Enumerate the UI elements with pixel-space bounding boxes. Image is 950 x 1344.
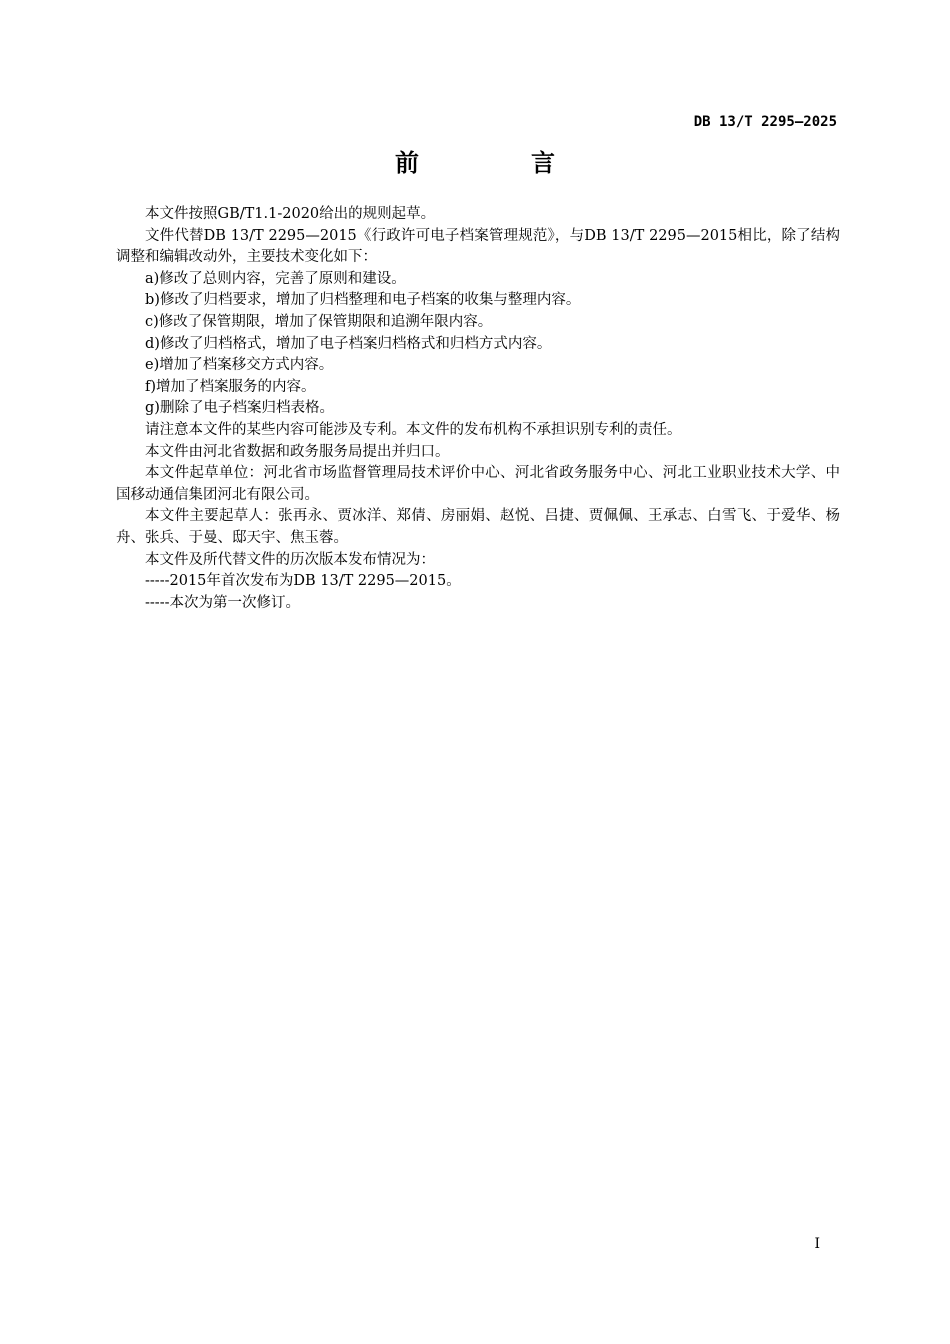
change-item-c: c)修改了保管期限，增加了保管期限和追溯年限内容。 xyxy=(145,313,493,330)
paragraph-replacement: 文件代替DB 13/T 2295—2015《行政许可电子档案管理规范》，与DB 13/T 2295—2015相比，除了结构调整和编辑改动外，主要技术变化如下： xyxy=(116,227,840,266)
change-item-g: g)删除了电子档案归档表格。 xyxy=(145,400,334,417)
change-item-a: a)修改了总则内容，完善了原则和建设。 xyxy=(145,270,406,287)
change-item-e: e)增加了档案移交方式内容。 xyxy=(145,357,334,374)
change-item-f: f)增加了档案服务的内容。 xyxy=(145,378,316,395)
version-history-item-1: -----2015年首次发布为DB 13/T 2295—2015。 xyxy=(145,573,461,590)
paragraph-patent-notice: 请注意本文件的某些内容可能涉及专利。本文件的发布机构不承担识别专利的责任。 xyxy=(145,421,682,438)
paragraph-proposer: 本文件由河北省数据和政务服务局提出并归口。 xyxy=(145,443,450,460)
document-code: DB 13/T 2295—2025 xyxy=(693,114,837,130)
page-number: I xyxy=(814,1236,820,1252)
version-history-item-2: -----本次为第一次修订。 xyxy=(145,594,300,611)
change-item-d: d)修改了归档格式，增加了电子档案归档格式和归档方式内容。 xyxy=(145,335,552,352)
change-item-b: b)修改了归档要求，增加了归档整理和电子档案的收集与整理内容。 xyxy=(145,292,581,309)
paragraph-drafting-units: 本文件起草单位：河北省市场监督管理局技术评价中心、河北省政务服务中心、河北工业职业技术大学、中国移动通信集团河北有限公司。 xyxy=(116,465,840,503)
paragraph-drafting-rules: 本文件按照GB/T1.1-2020给出的规则起草。 xyxy=(145,206,436,222)
foreword-body xyxy=(116,204,840,614)
paragraph-version-history: 本文件及所代替文件的历次版本发布情况为： xyxy=(145,551,435,568)
page-title: 前 言 xyxy=(395,149,599,177)
paragraph-drafters: 本文件主要起草人：张再永、贾冰洋、郑倩、房丽娟、赵悦、吕捷、贾佩佩、王承志、白雪飞、于爱华、杨舟、张兵、于曼、邸天宇、焦玉蓉。 xyxy=(116,508,840,546)
